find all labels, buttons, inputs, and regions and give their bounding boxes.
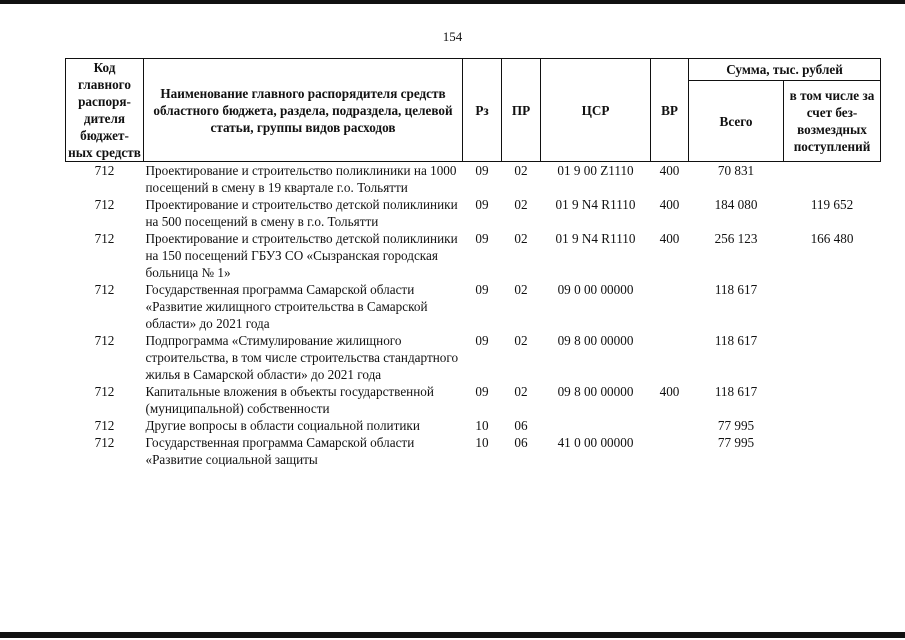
row-code: 712 [94,163,115,178]
row-total: 184 080 [714,197,758,212]
row-vr: 400 [659,163,680,178]
row-total: 77 995 [717,418,755,433]
row-name: Подпрограмма «Стимулирование жилищного строительства, в том числе строительства стандартного жилья в Самарской области» до 2021 года [145,333,459,382]
row-vr: 400 [659,231,680,246]
row-code: 712 [94,197,115,212]
row-vr [651,281,689,332]
row-csr: 01 9 N4 R1110 [555,197,636,212]
row-name: Другие вопросы в области социальной политики [145,418,420,433]
row-name: Государственная программа Самарской области «Развитие социальной защиты [145,435,415,467]
table-row [66,383,881,417]
row-csr: 09 8 00 00000 [557,384,634,399]
table-row [66,417,881,434]
row-total: 77 995 [717,435,755,450]
header-vr: ВР [651,59,689,162]
header-code: Код главного распоря-дителя бюджет-ных средств [66,59,144,162]
row-csr: 09 8 00 00000 [557,333,634,348]
row-rz: 09 [475,384,489,399]
page-number: 154 [442,29,463,44]
header-grants: в том числе за счет без-возмездных поступлений [784,81,881,162]
header-rz: Рз [463,59,502,162]
row-rz: 09 [475,197,489,212]
row-pr: 02 [514,197,528,212]
table-row [66,281,881,332]
header-total: Всего [689,81,784,162]
row-total: 118 617 [714,333,758,348]
row-csr: 09 0 00 00000 [557,282,634,297]
row-name: Проектирование и строительство детской поликлиники на 500 посещений в смену в г.о. Тольятти [145,197,458,229]
row-grants: 166 480 [810,231,854,246]
row-csr: 01 9 00 Z1110 [557,163,634,178]
row-rz: 09 [475,282,489,297]
row-code: 712 [94,333,115,348]
budget-table [65,58,881,468]
row-vr [651,332,689,383]
row-total: 118 617 [714,384,758,399]
header-pr: ПР [502,59,541,162]
row-name: Государственная программа Самарской области «Развитие жилищного строительства в Самарской области» до 2021 года [145,282,428,331]
row-total: 256 123 [714,231,758,246]
row-pr: 02 [514,282,528,297]
row-total: 118 617 [714,282,758,297]
row-code: 712 [94,231,115,246]
row-code: 712 [94,384,115,399]
row-name: Проектирование и строительство детской поликлиники на 150 посещений ГБУЗ СО «Сызранская городская больница № 1» [145,231,458,280]
row-pr: 02 [514,231,528,246]
row-grants [784,281,881,332]
row-csr [541,417,651,434]
table-row [66,332,881,383]
table-row [66,162,881,197]
row-name: Проектирование и строительство поликлиники на 1000 посещений в смену в 19 квартале г.о. Тольятти [145,163,457,195]
row-rz: 09 [475,163,489,178]
row-grants [784,162,881,197]
bottom-border-bar [0,632,905,638]
row-csr: 41 0 00 00000 [557,435,634,450]
row-rz: 10 [475,418,489,433]
row-csr: 01 9 N4 R1110 [555,231,636,246]
row-pr: 02 [514,384,528,399]
row-total: 70 831 [717,163,755,178]
row-grants [784,417,881,434]
row-rz: 09 [475,333,489,348]
table-row [66,196,881,230]
row-code: 712 [94,282,115,297]
row-name: Капитальные вложения в объекты государственной (муниципальной) собственности [145,384,434,416]
top-border-bar [0,0,905,4]
row-vr: 400 [659,197,680,212]
row-code: 712 [94,418,115,433]
row-grants [784,383,881,417]
header-name: Наименование главного распорядителя средств областного бюджета, раздела, подраздела, целевой статьи, группы видов расходов [144,59,463,162]
row-rz: 10 [475,435,489,450]
row-grants: 119 652 [810,197,854,212]
header-sum: Сумма, тыс. рублей [689,59,881,81]
row-vr [651,434,689,468]
row-grants [784,332,881,383]
row-vr [651,417,689,434]
row-pr: 02 [514,163,528,178]
row-rz: 09 [475,231,489,246]
row-pr: 06 [514,418,528,433]
table-row [66,434,881,468]
table-row [66,230,881,281]
header-csr: ЦСР [541,59,651,162]
row-pr: 06 [514,435,528,450]
row-code: 712 [94,435,115,450]
row-grants [784,434,881,468]
row-pr: 02 [514,333,528,348]
row-vr: 400 [659,384,680,399]
